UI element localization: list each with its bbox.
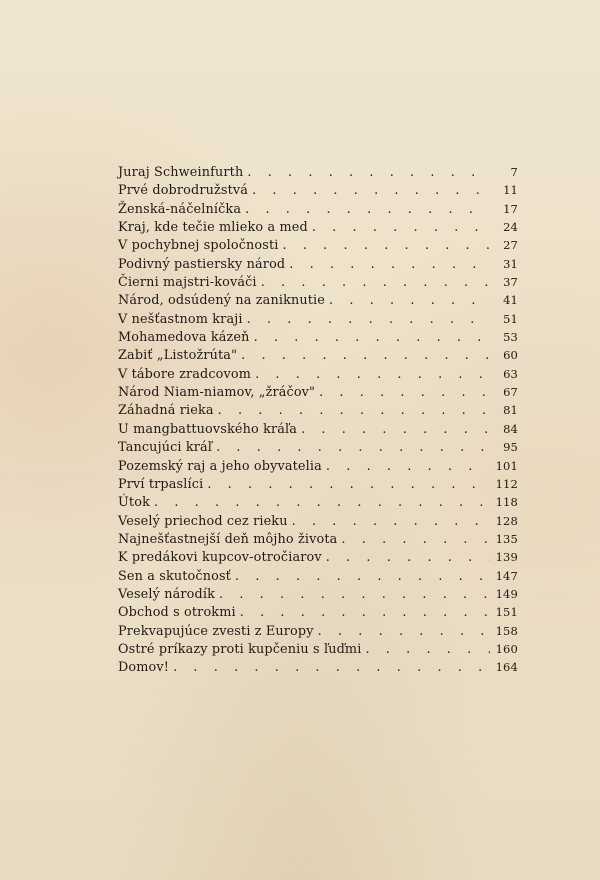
toc-entry xyxy=(118,530,518,548)
toc-entry-title: Sen a skutočnosť xyxy=(118,568,231,584)
dot-leader xyxy=(289,256,490,274)
toc-entry-title: Kraj, kde tečie mlieko a med xyxy=(118,220,308,236)
toc-entry xyxy=(118,420,518,438)
toc-entry-title: Veselý priechod cez rieku xyxy=(118,513,288,529)
toc-entry-page-number: 164 xyxy=(495,660,518,675)
toc-entry-title: Prekvapujúce zvesti z Europy xyxy=(118,623,314,639)
dot-leader xyxy=(326,458,490,476)
toc-entry xyxy=(118,585,518,603)
toc-entry-page-number: 81 xyxy=(503,403,518,418)
toc-entry xyxy=(118,328,518,346)
toc-entry xyxy=(118,603,518,621)
dot-leader xyxy=(173,659,490,677)
toc-entry-page-number: 11 xyxy=(503,183,518,198)
toc-entry xyxy=(118,640,518,658)
dot-leader xyxy=(219,586,490,604)
toc-entry xyxy=(118,457,518,475)
dot-leader xyxy=(216,439,490,457)
toc-entry-page-number: 101 xyxy=(495,458,518,473)
toc-entry xyxy=(118,567,518,585)
toc-entry-page-number: 158 xyxy=(495,623,518,638)
toc-entry-title: V nešťastnom kraji xyxy=(118,311,243,327)
toc-entry xyxy=(118,181,518,199)
toc-entry-title: Prvé dobrodružstvá xyxy=(118,183,249,199)
toc-entry-page-number: 53 xyxy=(503,330,518,345)
toc-entry-title: V tábore zradcovom xyxy=(118,366,252,382)
dot-leader xyxy=(341,531,490,549)
table-of-contents xyxy=(118,163,518,677)
toc-entry xyxy=(118,512,518,530)
toc-entry-page-number: 151 xyxy=(495,605,518,620)
dot-leader xyxy=(235,568,490,586)
dot-leader xyxy=(326,549,490,567)
toc-entry xyxy=(118,255,518,273)
toc-entry-page-number: 7 xyxy=(510,165,518,179)
dot-leader xyxy=(254,329,490,347)
toc-entry-title: V pochybnej spoločnosti xyxy=(118,238,279,254)
toc-entry-title: Domov! xyxy=(118,660,170,676)
toc-entry xyxy=(118,346,518,364)
toc-entry-title: Juraj Schweinfurth xyxy=(118,165,244,180)
toc-entry-title: U mangbattuovského kráľa xyxy=(118,421,298,437)
toc-entry-page-number: 60 xyxy=(503,348,518,363)
dot-leader xyxy=(292,513,490,531)
toc-entry-title: Ženská-náčelníčka xyxy=(118,201,242,217)
dot-leader xyxy=(319,384,490,402)
toc-entry xyxy=(118,218,518,236)
dot-leader xyxy=(240,604,490,622)
toc-entry xyxy=(118,365,518,383)
dot-leader xyxy=(218,402,490,420)
toc-entry xyxy=(118,163,518,181)
toc-entry-page-number: 51 xyxy=(503,311,518,326)
toc-entry xyxy=(118,493,518,511)
dot-leader xyxy=(245,201,490,219)
toc-entry xyxy=(118,310,518,328)
toc-entry-page-number: 112 xyxy=(495,476,518,491)
toc-entry-title: Tancujúci kráľ xyxy=(118,440,213,456)
toc-entry-title: K predákovi kupcov-otročiarov xyxy=(118,550,322,566)
toc-entry-page-number: 84 xyxy=(503,421,518,436)
toc-entry-page-number: 160 xyxy=(495,641,518,656)
toc-entry-title: Zabiť „Listožrúta" xyxy=(118,348,238,364)
dot-leader xyxy=(154,494,490,512)
toc-entry-title: Ostré príkazy proti kupčeniu s ľuďmi xyxy=(118,641,362,657)
dot-leader xyxy=(312,219,490,237)
toc-entry-title: Národ Niam-niamov, „žráčov" xyxy=(118,385,316,401)
toc-entry xyxy=(118,291,518,309)
dot-leader xyxy=(247,311,490,329)
toc-entry-title: Najnešťastnejší deň môjho života xyxy=(118,531,338,547)
toc-entry-title: Obchod s otrokmi xyxy=(118,605,236,621)
toc-entry-title: Mohamedova kázeň xyxy=(118,330,250,346)
toc-entry-page-number: 67 xyxy=(503,385,518,400)
dot-leader xyxy=(255,366,490,384)
toc-entry-page-number: 41 xyxy=(503,293,518,308)
toc-entry-title: Záhadná rieka xyxy=(118,403,214,419)
dot-leader xyxy=(261,274,490,292)
toc-entry xyxy=(118,548,518,566)
toc-entry-page-number: 128 xyxy=(495,513,518,528)
toc-entry xyxy=(118,273,518,291)
toc-entry-title: Veselý národík xyxy=(118,586,216,602)
toc-entry-page-number: 17 xyxy=(503,201,518,216)
toc-entry-page-number: 135 xyxy=(495,531,518,546)
dot-leader xyxy=(207,476,490,494)
toc-entry-page-number: 147 xyxy=(495,568,518,583)
toc-entry xyxy=(118,236,518,254)
toc-entry-page-number: 31 xyxy=(503,256,518,271)
toc-entry-title: Národ, odsúdený na zaniknutie xyxy=(118,293,326,309)
dot-leader xyxy=(252,182,490,200)
toc-entry-title: Podivný pastiersky národ xyxy=(118,256,286,272)
toc-entry-page-number: 118 xyxy=(495,495,518,510)
toc-entry xyxy=(118,438,518,456)
dot-leader xyxy=(247,164,490,182)
toc-entry xyxy=(118,658,518,676)
toc-entry-page-number: 27 xyxy=(503,238,518,253)
toc-entry xyxy=(118,383,518,401)
dot-leader xyxy=(301,421,490,439)
toc-entry xyxy=(118,475,518,493)
dot-leader xyxy=(283,237,490,255)
toc-entry-page-number: 95 xyxy=(503,440,518,455)
toc-entry xyxy=(118,200,518,218)
toc-entry-page-number: 24 xyxy=(503,220,518,235)
toc-entry xyxy=(118,401,518,419)
dot-leader xyxy=(318,623,490,641)
toc-entry-title: Čierni majstri-kováči xyxy=(118,275,257,291)
toc-entry-page-number: 37 xyxy=(503,275,518,290)
toc-entry-page-number: 149 xyxy=(495,586,518,601)
toc-entry-page-number: 139 xyxy=(495,550,518,565)
toc-entry-title: Pozemský raj a jeho obyvatelia xyxy=(118,458,322,474)
toc-entry xyxy=(118,622,518,640)
toc-entry-title: Prví trpaslíci xyxy=(118,476,204,492)
toc-entry-title: Útok xyxy=(118,495,150,511)
dot-leader xyxy=(365,641,490,659)
toc-entry-page-number: 63 xyxy=(503,366,518,381)
dot-leader xyxy=(329,292,490,310)
dot-leader xyxy=(241,347,490,365)
